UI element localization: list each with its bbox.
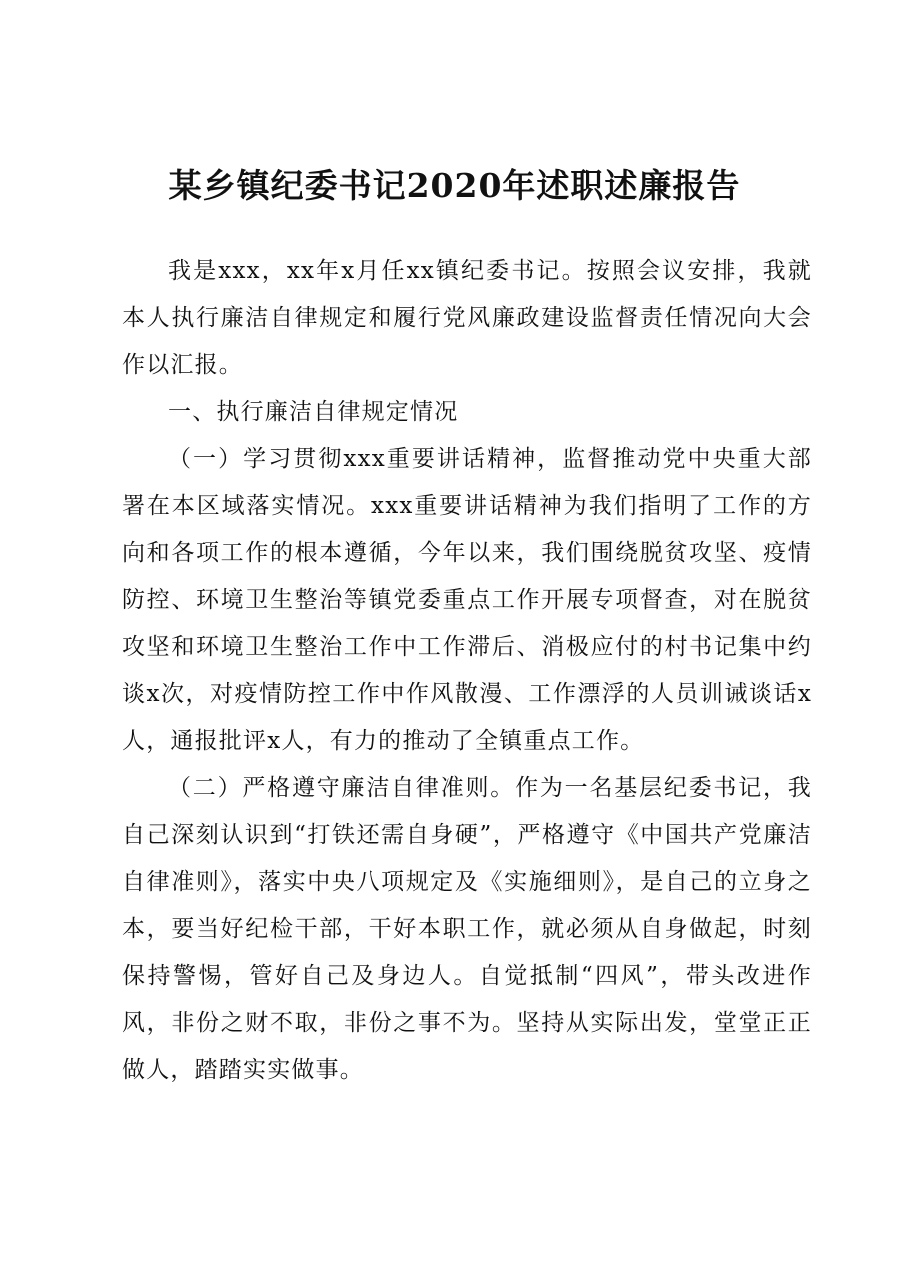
document-body	[122, 248, 812, 1094]
paragraph-item-2: （二）严格遵守廉洁自律准则。作为一名基层纪委书记，我自己深刻认识到“打铁还需自身硬”，严格遵守《中国共产党廉洁自律准则》，落实中央八项规定及《实施细则》，是自己的立身之本，要当好纪检干部，干好本职工作，就必须从自身做起，时刻保持警惕，管好自己及身边人。自觉抵制“四风”，带头改进作风，非份之财不取，非份之事不为。坚持从实际出发，堂堂正正做人，踏踏实实做事。	[122, 775, 812, 1083]
paragraph-item-1: （一）学习贯彻xxx重要讲话精神，监督推动党中央重大部署在本区域落实情况。xxx重要讲话精神为我们指明了工作的方向和各项工作的根本遵循，今年以来，我们围绕脱贫攻坚、疫情防控、环境卫生整治等镇党委重点工作开展专项督查，对在脱贫攻坚和环境卫生整治工作中工作滞后、消极应付的村书记集中约谈x次，对疫情防控工作中作风散漫、工作漂浮的人员训诫谈话x人，通报批评x人，有力的推动了全镇重点工作。	[122, 446, 812, 754]
document-title: 某乡镇纪委书记2020年述职述廉报告	[168, 166, 741, 205]
paragraph-intro: 我是xxx，xx年x月任xx镇纪委书记。按照会议安排，我就本人执行廉洁自律规定和履行党风廉政建设监督责任情况向大会作以汇报。	[122, 258, 812, 378]
section-heading-1: 一、执行廉洁自律规定情况	[168, 399, 459, 425]
